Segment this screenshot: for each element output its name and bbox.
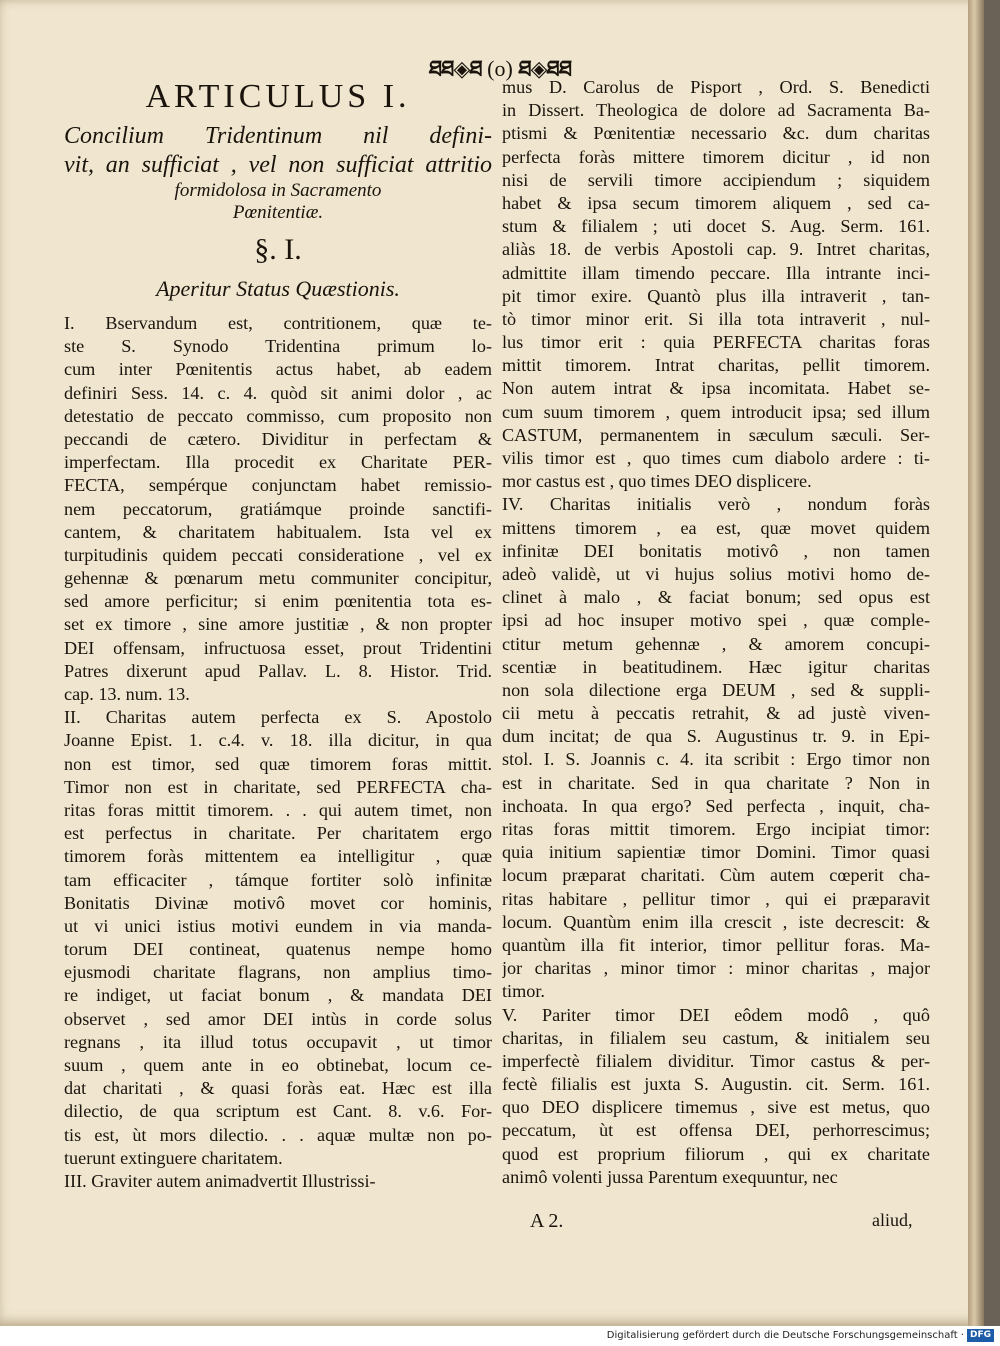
text-line: locum præparat charitati. Cùm autem cœperit cha- <box>502 865 930 886</box>
text-line: cii metu à peccatis retrahit, & ad justè viven- <box>502 703 930 724</box>
ornament-right: ཐ◈ཐཐ <box>518 56 572 81</box>
text-line: vilis timor est , quo times cum diabolo ardere : ti- <box>502 448 930 468</box>
text-line: jor charitas , minor timor : minor charitas , major <box>502 958 930 979</box>
text-line: Bonitatis Divinæ motivô movet cor hominis, <box>64 892 492 913</box>
text-line: turpitudinis quidem peccati consideratione , vel ex <box>64 544 492 565</box>
text-line: admittite illam timendo peccare. Illa intrante inci- <box>502 262 930 283</box>
text-line: lus timor erit : quia PERFECTA charitas foras <box>502 332 930 353</box>
text-line: FECTA, sempérque conjunctam habet remissio- <box>64 475 492 496</box>
text-line: ejusmodi charitate flagrans, non amplius timo- <box>64 962 492 983</box>
text-line: peccatum, ùt est offensa DEI, perhorrescimus; <box>502 1120 930 1141</box>
text-line: tam efficaciter , támque fortiter solò infinitæ <box>64 869 492 890</box>
section-title: Aperitur Status Quæstionis. <box>156 276 400 301</box>
text-line: Timor non est in charitate, sed PERFECTA cha- <box>64 776 492 797</box>
text-line: dat charitati , & quasi foràs eat. Hæc est illa <box>64 1078 492 1099</box>
text-line: observet , sed amor DEI intùs in corde solus <box>64 1008 492 1029</box>
article-subtitle-line: Pœnitentiæ. <box>232 202 324 223</box>
text-line: infinitæ DEI bonitatis motivô , non tamen <box>502 540 930 561</box>
text-line: regnans , ita illud totus occupavit , ut timor <box>64 1031 492 1052</box>
right-text-body <box>502 76 930 1189</box>
text-line: ipsi ad hoc insuper motivo spei , quæ comple- <box>502 610 930 631</box>
text-line: ut vi unici istius motivi eundem in via manda- <box>64 915 492 936</box>
article-subtitle-line: Concilium Tridentinum nil defini- <box>64 123 492 149</box>
text-line: pit timor exire. Quantò plus illa intraverit , tan- <box>502 285 930 306</box>
text-line: sed amore perficitur; si enim pœnitentia tota es- <box>64 591 492 612</box>
left-column <box>64 76 492 1193</box>
text-line: mittit timorem. Intrat charitas, pellit timorem. <box>502 355 930 376</box>
text-line: torum DEI contineat, quatenus nempe homo <box>64 939 492 960</box>
text-line: stol. I. S. Joannis c. 4. ita scribit : Ergo timor non <box>502 749 930 770</box>
text-line: scentiæ in beatitudinem. Hæc igitur charitas <box>502 656 930 677</box>
text-line: timor. <box>502 981 545 1002</box>
text-line: nisi de servili timore accipiendum ; siquidem <box>502 169 930 190</box>
text-line: est perfectus in charitate. Per charitatem ergo <box>64 823 492 844</box>
text-line: imperfectè filialem dividitur. Timor castus & per- <box>502 1050 930 1071</box>
text-line: perfecta foràs mittere timorem dicitur , id non <box>502 146 930 167</box>
text-line: mittens timorem , ea est, quæ movet quidem <box>502 517 930 538</box>
text-line: suum , quem ante in eo obtinebat, locum ce- <box>64 1055 492 1075</box>
text-line: V. Pariter timor DEI eôdem modô , quô <box>502 1004 930 1025</box>
article-subtitle-line: formidolosa in Sacramento <box>174 180 382 201</box>
text-line: Non autem intrat & ipsa incomitata. Habet se- <box>502 378 930 399</box>
text-line: ritas habitare , pellitur timor , qui ei præparavit <box>502 888 930 909</box>
text-line: mor castus est , quo times DEO displicere. <box>502 471 812 492</box>
text-line: mus D. Carolus de Pisport , Ord. S. Benedicti <box>502 77 930 97</box>
text-line: quo DEO displicere timemus , sive est metus, quo <box>502 1097 930 1118</box>
text-line: set ex timore , sine amore justitiæ , & non propter <box>64 614 492 635</box>
text-line: clinet à malo , & faciat bonum; sed opus est <box>502 587 930 608</box>
right-column <box>502 76 930 1189</box>
article-title: ARTICULUS I. <box>145 78 411 115</box>
text-line: non est timor, sed quæ timorem foras mittit. <box>64 753 492 774</box>
signature-mark: A 2. <box>530 1210 564 1232</box>
text-line: cum suum timorem , quem introducit ipsa; sed illum <box>502 401 930 422</box>
text-line: gehennæ & pœnarum metu communiter concipitur, <box>64 568 492 589</box>
article-subtitle-line: vit, an sufficiat , vel non sufficiat attritio <box>64 152 492 178</box>
text-line: definiri Sess. 14. c. 4. quòd sit animi dolor , ac <box>64 382 492 403</box>
page-mark: (o) <box>487 56 513 81</box>
text-line: ptismi & Pœnitentiæ necessario &c. dum charitas <box>502 123 930 144</box>
text-line: imperfectam. Illa procedit ex Charitate PER- <box>64 452 492 473</box>
text-line: II. Charitas autem perfecta ex S. Apostolo <box>64 707 492 728</box>
text-line: ritas foras mittit timorem. . . qui autem timet, non <box>64 799 492 820</box>
catchword: aliud, <box>872 1210 913 1230</box>
text-line: aliàs 18. de verbis Apostoli cap. 9. Intret charitas, <box>502 239 930 260</box>
text-line: quantùm illa fit interior, timor pellitur foras. Ma- <box>502 934 930 955</box>
section-number: §. I. <box>254 233 302 266</box>
text-line: tò timor minor erit. Si illa tota intraverit , nul- <box>502 308 930 329</box>
text-line: III. Graviter autem animadvertit Illustrissi- <box>64 1170 376 1191</box>
left-text-body <box>64 335 492 1193</box>
text-line: ste S. Synodo Tridentina primum lo- <box>64 336 492 357</box>
text-line: Patres dixerunt apud Pallav. L. 8. Histor. Trid. <box>64 660 492 681</box>
text-line: IV. Charitas initialis verò , nondum foràs <box>502 494 930 515</box>
text-line: cum inter Pœnitentis actus habet, ab eadem <box>64 359 492 380</box>
text-line: re indiget, ut faciat bonum , & mandata DEI <box>64 985 492 1006</box>
text-line: inchoata. In qua ergo? Sed perfecta , inquit, cha- <box>502 795 930 816</box>
text-line: charitas, in filialem seu castum, & initialem seu <box>502 1027 930 1048</box>
text-line: peccandi de cætero. Dividitur in perfectam & <box>64 428 492 449</box>
text-line: habet & ipsa secum timorem aliquem , sed ca- <box>502 192 930 213</box>
text-line: nem peccatorum, gratiámque proinde sanctifi- <box>64 498 492 519</box>
text-line: non sola dilectione erga DEUM , sed & suppli- <box>502 679 930 700</box>
text-line: I. Bservandum est, contritionem, quæ te- <box>64 313 492 333</box>
text-line: Joanne Epist. 1. c.4. v. 18. illa dicitur, in qua <box>64 730 492 751</box>
text-line: detestatio de peccato commisso, cum proposito non <box>64 405 492 426</box>
ornament-left: ཐཐ◈ཐ <box>428 56 482 81</box>
text-line: dum incitat; de qua S. Augustinus tr. 9. in Epi- <box>502 726 930 747</box>
text-line: dilectio, de qua scriptum est Cant. 8. v.6. For- <box>64 1101 492 1122</box>
digitization-footer <box>0 1326 1000 1346</box>
text-line: fectè filialis est juxta S. Augustin. cit. Serm. 161. <box>502 1074 930 1095</box>
text-line: tuerunt extinguere charitatem. <box>64 1147 283 1168</box>
text-line: ctitur metum gehennæ , & amorem concupi- <box>502 633 930 654</box>
text-line: quia initium sapientiæ timor Domini. Timor quasi <box>502 842 930 863</box>
text-line: ritas foras mittit timorem. Ergo incipiat timor: <box>502 819 930 839</box>
text-line: quod est proprium filiorum , qui ex charitate <box>502 1143 930 1164</box>
text-line: est in charitate. Sed in qua charitate ? Non in <box>502 772 930 793</box>
page-edge <box>968 0 984 1326</box>
text-line: stum & filialem ; uti docet S. Aug. Serm. 161. <box>502 216 930 237</box>
dfg-logo: DFG <box>967 1329 994 1342</box>
text-line: in Dissert. Theologica de dolore ad Sacramenta Ba- <box>502 100 930 121</box>
text-line: adeò validè, ut vi hujus solius motivi homo de- <box>502 563 930 584</box>
text-line: locum. Quantùm enim illa crescit , iste decrescit: & <box>502 911 930 932</box>
text-line: DEI offensam, infructuosa esset, prout Tridentini <box>64 637 492 658</box>
text-line: cantem, & charitatem habitualem. Ista vel ex <box>64 521 492 542</box>
text-line: tis est, ùt mors dilectio. . . aquæ multæ non po- <box>64 1124 492 1145</box>
text-line: timorem foràs mittentem ea intelligitur , quæ <box>64 846 492 867</box>
text-line: CASTUM, permanentem in sæculum sæculi. Ser- <box>502 424 930 445</box>
footer-text: Digitalisierung gefördert durch die Deutsche Forschungsgemeinschaft · <box>606 1330 964 1341</box>
text-line: animô volenti jussa Parentum exequuntur, nec <box>502 1166 838 1187</box>
text-line: cap. 13. num. 13. <box>64 684 190 704</box>
